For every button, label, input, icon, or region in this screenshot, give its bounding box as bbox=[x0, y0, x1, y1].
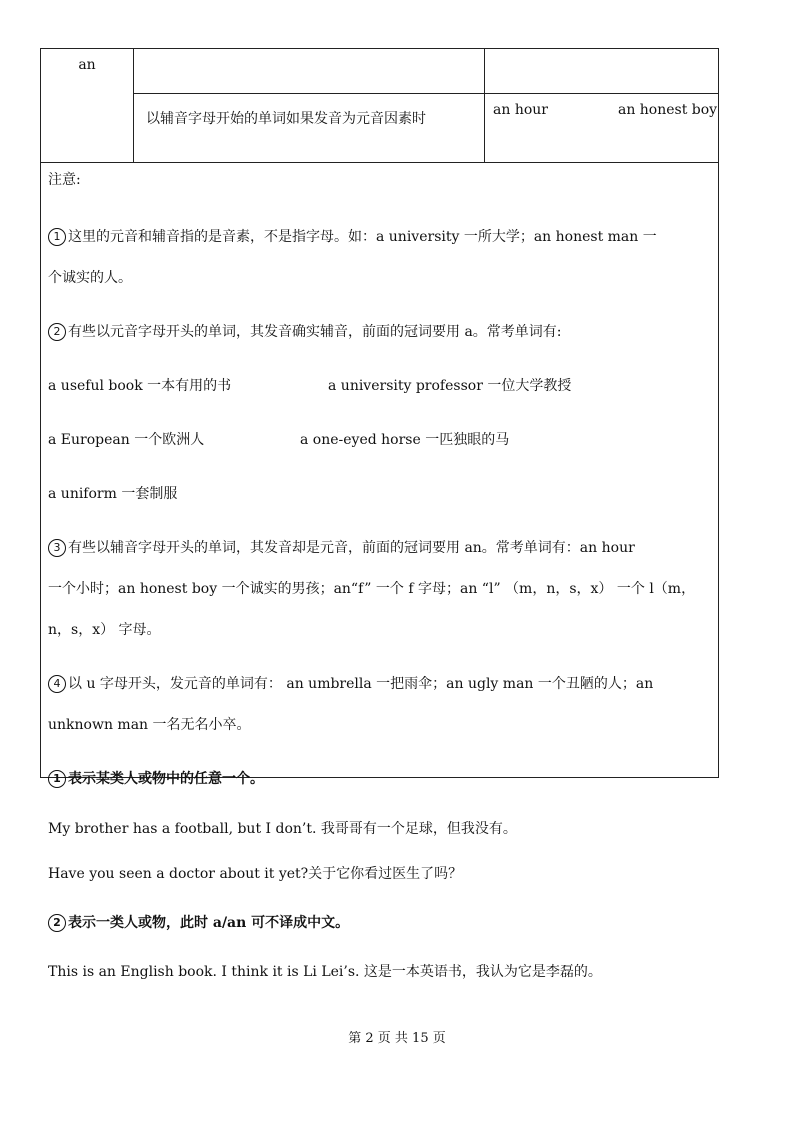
table-row bbox=[41, 49, 719, 94]
example-row-1 bbox=[48, 366, 710, 407]
rule-cell bbox=[134, 94, 485, 163]
circled-number-4: 4 bbox=[48, 675, 66, 693]
article-label: an bbox=[78, 57, 96, 73]
note-1-line-1: 1 这里的元音和辅音指的是音素，不是指字母。如：a university 一所大学；an honest man 一 bbox=[48, 217, 710, 258]
circled-number-3: 3 bbox=[48, 539, 66, 557]
rule-text: 以辅音字母开始的单词如果发音为元音因素时 bbox=[146, 111, 426, 127]
article-table bbox=[40, 48, 719, 778]
section-1-example-1: My brother has a football, but I don’t. 我哥哥有一个足球，但我没有。 bbox=[48, 821, 517, 837]
note-4-line-1: 4 以 u 字母开头，发元音的单词有： an umbrella 一把雨伞；an ugly man 一个丑陋的人；an bbox=[48, 664, 710, 705]
example-university-professor: a university professor 一位大学教授 bbox=[328, 378, 572, 394]
table-row bbox=[41, 163, 719, 778]
section-1-heading: 1 表示某类人或物中的任意一个。 bbox=[48, 768, 264, 788]
example-row-2 bbox=[48, 420, 710, 461]
note-2-line-1: 2 有些以元音字母开头的单词，其发音确实辅音，前面的冠词要用 a。常考单词有: bbox=[48, 312, 710, 353]
circled-number-1: 1 bbox=[48, 770, 66, 788]
section-2-example-1: This is an English book. I think it is Li Lei’s. 这是一本英语书，我认为它是李磊的。 bbox=[48, 964, 602, 980]
example-an-honest-boy: an honest boy bbox=[617, 102, 718, 118]
example-an-hour: an hour bbox=[493, 102, 548, 118]
note-1-line-2: 个诚实的人。 bbox=[48, 270, 132, 286]
example-uniform: a uniform 一套制服 bbox=[48, 486, 178, 502]
example-european: a European 一个欧洲人 bbox=[48, 432, 205, 448]
note-3-line-3: n，s，x） 字母。 bbox=[48, 622, 161, 638]
circled-number-2: 2 bbox=[48, 914, 66, 932]
note-4-line-2: unknown man 一名无名小卒。 bbox=[48, 717, 251, 733]
notes-title: 注意: bbox=[48, 172, 81, 188]
section-1-example-2: Have you seen a doctor about it yet?关于它你看过医生了吗？ bbox=[48, 866, 463, 882]
note-3-line-1: 3 有些以辅音字母开头的单词，其发音却是元音，前面的冠词要用 an。常考单词有：an hour bbox=[48, 528, 710, 569]
circled-number-1: 1 bbox=[48, 228, 66, 246]
article-label-cell bbox=[41, 49, 134, 163]
section-2-heading: 2 表示一类人或物，此时 a/an 可不译成中文。 bbox=[48, 912, 349, 932]
empty-example-cell bbox=[485, 49, 719, 94]
example-cell bbox=[485, 94, 719, 163]
table-row bbox=[41, 94, 719, 163]
circled-number-2: 2 bbox=[48, 323, 66, 341]
note-3-line-2: 一个小时；an honest boy 一个诚实的男孩；an“f” 一个 f 字母；an “l” （m，n，s，x） 一个 l（m， bbox=[48, 581, 696, 597]
example-useful-book: a useful book 一本有用的书 bbox=[48, 378, 232, 394]
example-one-eyed-horse: a one-eyed horse 一匹独眼的马 bbox=[300, 432, 510, 448]
page-footer: 第 2 页 共 15 页 bbox=[348, 1031, 446, 1046]
empty-rule-cell bbox=[134, 49, 485, 94]
notes-cell bbox=[41, 163, 719, 778]
